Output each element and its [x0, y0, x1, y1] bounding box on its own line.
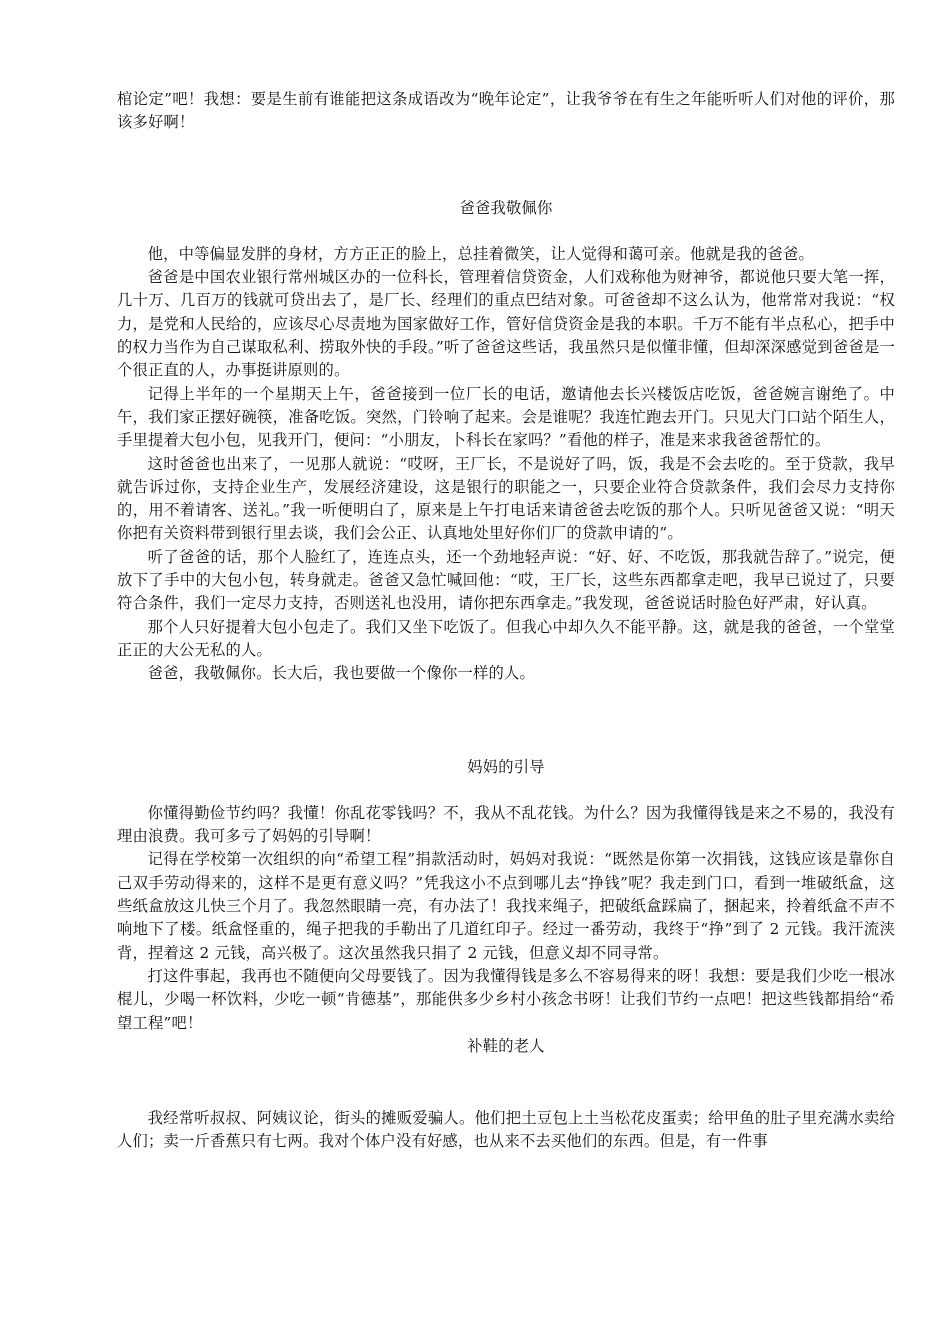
spacer: [117, 135, 895, 197]
essay-cobbler-paragraph-1: 我经常听叔叔、阿姨议论，街头的摊贩爱骗人。他们把土豆包上土当松花皮蛋卖；给甲鱼的肚子里充满水卖给人们；卖一斤香蕉只有七两。我对个体户没有好感，也从来不去买他们的东西。但是，有一件事: [117, 1109, 895, 1151]
document-page: [117, 88, 895, 1154]
essay-title-cobbler: 补鞋的老人: [467, 1036, 545, 1055]
spacer: [117, 220, 895, 243]
essay-dad-paragraph-4: 这时爸爸也出来了，一见那人就说：“哎呀，王厂长，不是说好了吗，饭，我是不会去吃的。至于贷款，我早就告诉过你，支持企业生产，发展经济建设，这是银行的职能之一，只要企业符合贷款条件，我们会尽力支持你的，用不着请客、送礼。”我一听便明白了，原来是上午打电话来请爸爸去吃饭的那个人。只听见爸爸又说：“明天你把有关资料带到银行里去谈，我们会公正、认真地处里好你们厂的贷款申请的”。: [117, 454, 895, 543]
essay-dad-paragraph-1: 他，中等偏显发胖的身材，方方正正的脸上，总挂着微笑，让人觉得和蔼可亲。他就是我的爸爸。: [147, 244, 814, 263]
intro-paragraph: 棺论定”吧！我想：要是生前有谁能把这条成语改为“晚年论定”，让我爷爷在有生之年能听听人们对他的评价，那该多好啊！: [117, 90, 895, 132]
essay-dad-paragraph-7: 爸爸，我敬佩你。长大后，我也要做一个像你一样的人。: [147, 664, 536, 683]
essay-dad-paragraph-5: 听了爸爸的话，那个人脸红了，连连点头，还一个劲地轻声说：“好、好、不吃饭，那我就告辞了。”说完，便放下了手中的大包小包，转身就走。爸爸又急忙喊回他：“哎，王厂长，这些东西都拿走吧，我早已说过了，只要符合条件，我们一定尽力支持，否则送礼也没用，请你把东西拿走。”我发现，爸爸说话时脸色好严肃，好认真。: [117, 547, 895, 613]
essay-mom-paragraph-3: 打这件事起，我再也不随便向父母要钱了。因为我懂得钱是多么不容易得来的呀！我想：要是我们少吃一根冰棍儿，少喝一杯饮料，少吃一顿“肯德基”，那能供多少乡村小孩念书呀！让我们节约一点吧！把这些钱都捐给“希望工程”吧！: [117, 966, 895, 1032]
essay-mom-paragraph-1: 你懂得勤俭节约吗？我懂！你乱花零钱吗？不，我从不乱花钱。为什么？因为我懂得钱是来之不易的，我没有理由浪费。我可多亏了妈妈的引导啊！: [117, 803, 895, 846]
essay-mom-paragraph-2: 记得在学校第一次组织的向“希望工程”捐款活动时，妈妈对我说：“既然是你第一次捐钱，这钱应该是靠你自己双手劳动得来的，这样不是更有意义吗？”凭我这小不点到哪儿去“挣钱”呢？我走到门口，看到一堆破纸盒，这些纸盒放这儿快三个月了。我忽然眼睛一亮，有办法了！我找来绳子，把破纸盒踩扁了，捆起来，拎着纸盒不声不响地下了楼。纸盒怪重的，绳子把我的手勒出了几道红印子。经过一番劳动，我终于“挣”到了 2 元钱。我汗流浃背，捏着这 2 元钱，高兴极了。这次虽然我只捐了 2 元钱，但意义却不同寻常。: [117, 850, 895, 962]
essay-dad-paragraph-2: 爸爸是中国农业银行常州城区办的一位科长，管理着信贷资金，人们戏称他为财神爷，都说他只要大笔一挥，几十万、几百万的钱就可贷出去了，是厂长、经理们的重点巴结对象。可爸爸却不这么认为，他常常对我说：“权力，是党和人民给的，应该尽心尽责地为国家做好工作，管好信贷资金是我的本职。千万不能有半点私心，把手中的权力当作为自己谋取私利、捞取外快的手段。”听了爸爸这些话，我虽然只是似懂非懂，但却深深感觉到爸爸是一个很正直的人，办事挺讲原则的。: [117, 268, 895, 380]
spacer: [117, 686, 895, 756]
essay-dad-paragraph-6: 那个人只好提着大包小包走了。我们又坐下吃饭了。但我心中却久久不能平静。这，就是我的爸爸，一个堂堂正正的大公无私的人。: [117, 617, 895, 659]
essay-title-dad: 爸爸我敬佩你: [459, 198, 553, 217]
spacer: [117, 779, 895, 802]
essay-title-mom: 妈妈的引导: [467, 757, 545, 776]
essay-dad-paragraph-3: 记得上半年的一个星期天上午，爸爸接到一位厂长的电话，邀请他去长兴楼饭店吃饭，爸爸婉言谢绝了。中午，我们家正摆好碗筷，准备吃饭。突然，门铃响了起来。会是谁呢？我连忙跑去开门。只见大门口站个陌生人，手里提着大包小包，见我开门，便问：“小朋友，卜科长在家吗？”看他的样子，准是来求我爸爸帮忙的。: [117, 384, 895, 450]
spacer: [117, 1058, 895, 1107]
